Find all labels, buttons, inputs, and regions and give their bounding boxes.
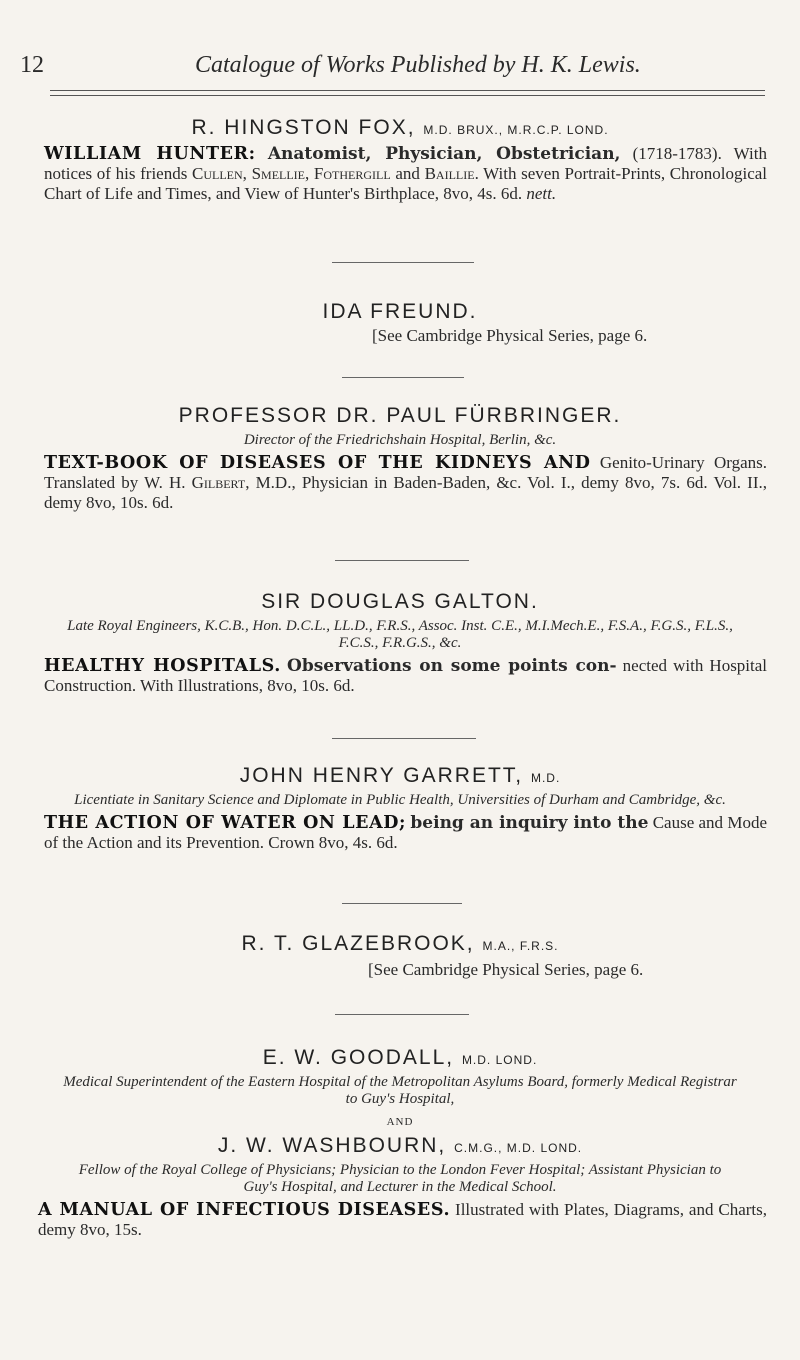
author-text: JOHN HENRY GARRETT,: [239, 764, 524, 787]
page-number: 12: [20, 52, 44, 78]
author-description: Licentiate in Sanitary Science and Diplomate in Public Health, Universities of Durham and Cambridge, &c.: [74, 792, 726, 808]
entry-furbringer: [0, 404, 800, 513]
work-text: and: [390, 164, 425, 183]
price-note: nett.: [526, 184, 557, 203]
entry-garrett: [0, 764, 800, 853]
work-text: nected with Hospital Construction. With Illustrations, 8vo, 10s. 6d.: [44, 656, 768, 695]
work-title: A MANUAL OF INFECTIOUS DISEASES.: [38, 1200, 451, 1220]
author-name: SIR DOUGLAS GALTON.: [261, 590, 539, 613]
cross-reference: [See Cambridge Physical Series, page 6.: [368, 960, 644, 979]
work-title: TEXT-BOOK OF DISEASES OF THE KIDNEYS AND: [44, 453, 591, 473]
work-text: , M.D., Physician in Baden-Baden, &c. Vol. I., demy 8vo, 7s. 6d. Vol. II., demy 8vo, 10s. 6d.: [44, 473, 767, 512]
work-listing: [38, 1200, 767, 1240]
work-subtitle: Observations on some points con-: [287, 656, 617, 676]
separator-rule: [335, 1014, 469, 1015]
author-name: [0, 932, 800, 956]
author-degrees: M.D. LOND.: [461, 1053, 538, 1067]
work-listing: [44, 656, 767, 696]
entry-galton: [0, 590, 800, 696]
work-listing: [44, 144, 767, 204]
author-description: Medical Superintendent of the Eastern Hospital of the Metropolitan Asylums Board, formerly Medical Registrar to Guy's Hospital,: [63, 1074, 737, 1107]
work-subtitle: Illustrated with Plates,: [455, 1200, 609, 1219]
work-title: HEALTHY HOSPITALS.: [44, 656, 281, 676]
author-name-2: [0, 1134, 800, 1158]
work-title: THE ACTION OF WATER ON LEAD;: [44, 813, 407, 833]
author-text: R. T. GLAZEBROOK,: [241, 932, 475, 955]
separator-rule: [332, 738, 476, 739]
work-subtitle: being an inquiry into the: [410, 813, 649, 833]
separator-rule: [342, 377, 464, 378]
work-text: Diagrams, and Charts, demy 8vo, 15s.: [38, 1200, 767, 1239]
author-degrees: M.D.: [530, 771, 561, 785]
work-subtitle: Anatomist, Physician, Obstetrician,: [267, 144, 621, 164]
work-names: Cullen, Smellie, Fothergill: [192, 164, 391, 183]
work-text: Genito-Urinary Organs. Translated by W. H.: [44, 453, 768, 492]
entry-glazebrook: [0, 932, 800, 956]
separator-rule: [332, 262, 474, 263]
work-names: Baillie: [424, 164, 475, 183]
work-text: . With seven Portrait-Prints, Chronological Chart of Life and Times, and View of Hunter's Birthplace, 8vo, 4s. 6d.: [44, 164, 768, 203]
author-name: [0, 1046, 800, 1070]
entry-fox: [0, 116, 800, 204]
entry-goodall-washbourn: [0, 1046, 800, 1240]
header-rule: [50, 90, 765, 96]
author-description: Late Royal Engineers, K.C.B., Hon. D.C.L., LL.D., F.R.S., Assoc. Inst. C.E., M.I.Mech.E., F.S.A., F.G.S., F.L.S., F.C.S., F.R.G.S., &c.: [67, 618, 733, 651]
author-text: R. HINGSTON FOX,: [191, 116, 416, 139]
work-listing: [44, 453, 767, 513]
author-description-2: Fellow of the Royal College of Physicians; Physician to the London Fever Hospital; Assistant Physician to Guy's Hospital, and Lecturer in the Medical School.: [78, 1162, 722, 1195]
author-name: [0, 764, 800, 788]
page-header: [20, 52, 780, 82]
work-names: Gilbert: [191, 473, 246, 492]
work-text: Cause and Mode of the Action and its Prevention. Crown 8vo, 4s. 6d.: [44, 813, 768, 852]
author-text: E. W. GOODALL,: [262, 1046, 455, 1069]
work-listing: [44, 813, 767, 853]
author-degrees: C.M.G., M.D. LOND.: [454, 1141, 583, 1155]
author-degrees: M.A., F.R.S.: [482, 939, 559, 953]
author-name: [0, 116, 800, 140]
author-description: Director of the Friedrichshain Hospital, Berlin, &c.: [243, 432, 557, 448]
author-degrees: M.D. BRUX., M.R.C.P. LOND.: [423, 123, 609, 137]
conjunction: AND: [386, 1116, 414, 1128]
author-name: PROFESSOR DR. PAUL FÜRBRINGER.: [178, 404, 622, 427]
separator-rule: [342, 903, 462, 904]
separator-rule: [335, 560, 469, 561]
author-text: J. W. WASHBOURN,: [217, 1134, 447, 1157]
cross-reference: [See Cambridge Physical Series, page 6.: [372, 326, 648, 345]
running-title: Catalogue of Works Published by H. K. Lewis.: [195, 52, 641, 78]
author-name: IDA FREUND.: [322, 300, 478, 323]
work-text: (1718-1783). With notices of his friends: [44, 144, 767, 183]
entry-freund: [0, 300, 800, 324]
work-title: WILLIAM HUNTER:: [44, 144, 256, 164]
